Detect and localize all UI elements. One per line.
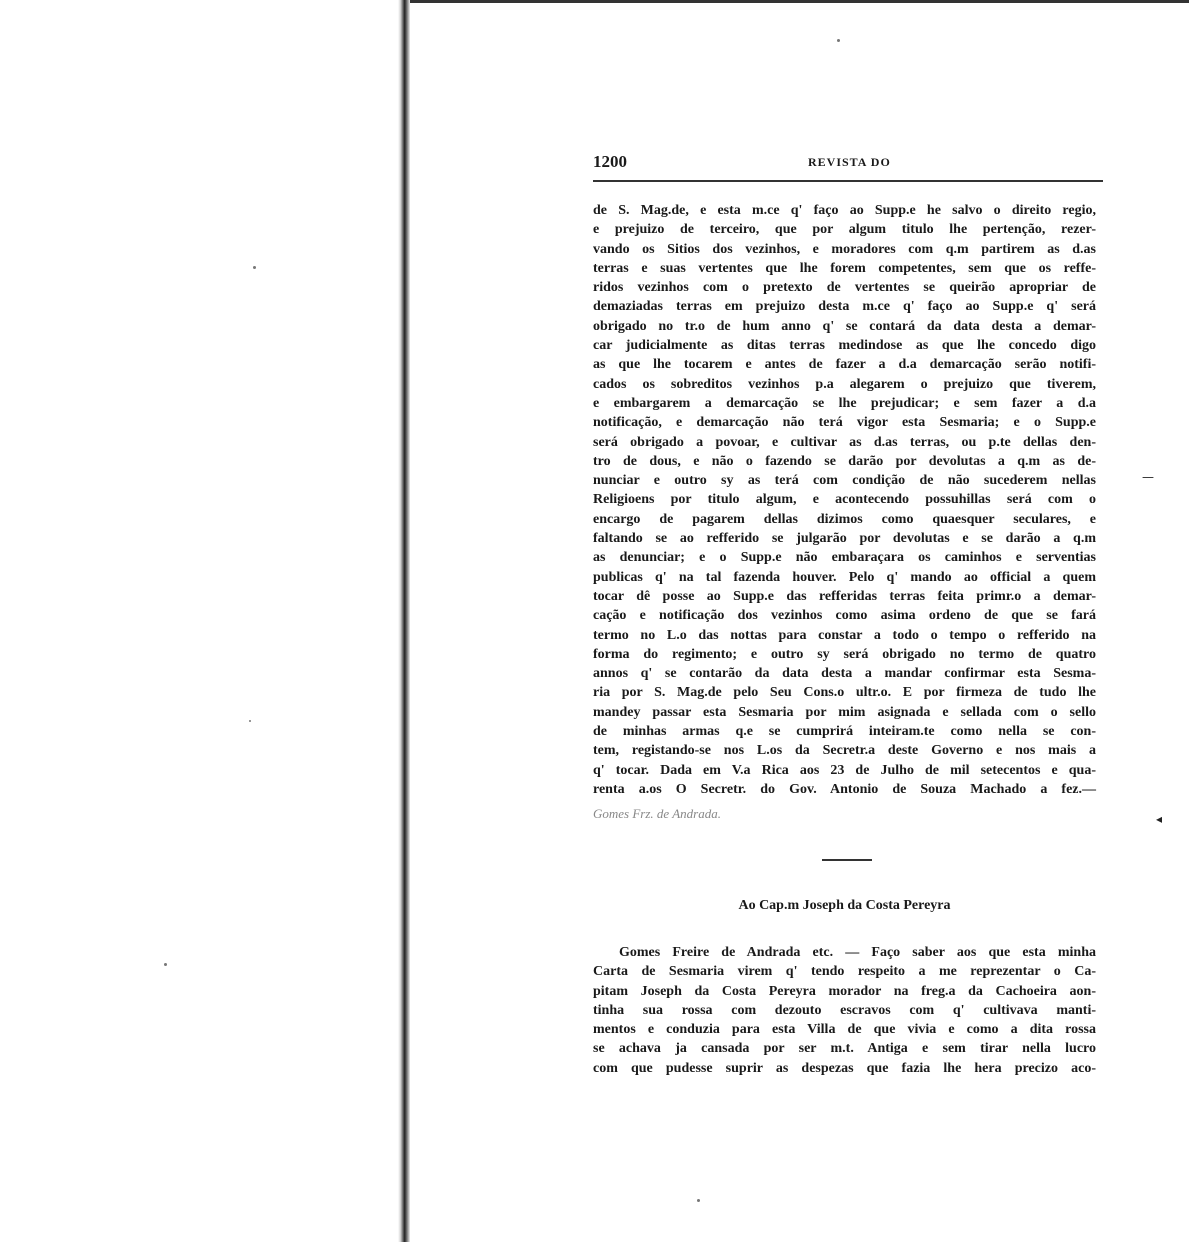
text-line: annos q' se contarão da data desta a mandar confirmar esta Sesma- — [593, 666, 1096, 682]
text-line: q' tocar. Dada em V.a Rica aos 23 de Julho de mil setecentos e qua- — [593, 762, 1096, 778]
text-line: ria por S. Mag.de pelo Seu Cons.o ultr.o. E por firmeza de tudo lhe — [593, 685, 1096, 701]
text-line: será obrigado a povoar, e cultivar as d.as terras, ou p.te dellas den- — [593, 434, 1096, 450]
scan-speck — [837, 39, 840, 42]
text-line: forma do regimento; e outro sy será obrigado no termo de quatro — [593, 646, 1096, 662]
text-line: terras e suas vertentes que lhe forem competentes, sem que os reffe- — [593, 260, 1096, 276]
text-line: Religioens por titulo algum, e acontecendo possuhillas será com o — [593, 492, 1096, 508]
text-line: e embargarem a demarcação se lhe prejudicar; e sem fazer a d.a — [593, 395, 1096, 411]
text-line: com que pudesse suprir as despezas que fazia lhe hera precizo aco- — [593, 1060, 1096, 1076]
text-line: as que lhe tocarem e antes de fazer a d.a demarcação serão notifi- — [593, 357, 1096, 373]
text-line: cação e notificação dos vezinhos como asima ordeno de que se fará — [593, 608, 1096, 624]
text-line: Gomes Freire de Andrada etc. — Faço saber aos que esta minha — [619, 945, 1096, 960]
text-line: publicas q' na tal fazenda houver. Pelo q' mando ao official a quem — [593, 569, 1096, 585]
text-line: e prejuizo de terceiro, que por algum titulo lhe pertenção, rezer- — [593, 222, 1096, 238]
text-line: tro de dous, e não o fazendo se darão por devolutas a q.m as de- — [593, 453, 1096, 469]
page-header — [593, 152, 1103, 176]
page-top-edge — [410, 0, 1189, 3]
text-line: Carta de Sesmaria virem q' tendo respeito a me reprezentar o Ca- — [593, 964, 1096, 980]
margin-mark: — — [1142, 470, 1154, 484]
text-line: tinha sua rossa com dezouto escravos com q' cultivava manti- — [593, 1002, 1096, 1018]
text-line: tocar dê posse ao Supp.e das refferidas terras feita primr.o a demar- — [593, 588, 1096, 604]
text-line: notificação, e demarcação não terá vigor esta Sesmaria; e o Supp.e — [593, 415, 1096, 431]
section-body — [593, 943, 1096, 1078]
section-title: Ao Cap.m Joseph da Costa Pereyra — [738, 898, 951, 913]
text-line: termo no L.o das nottas para constar a todo o tempo o refferido na — [593, 627, 1096, 643]
text-line: tem, registando-se nos L.os da Secretr.a deste Governo e nos mais a — [593, 743, 1096, 759]
text-line: mandey passar esta Sesmaria por mim asignada e sellada com o sello — [593, 704, 1096, 720]
text-line: nunciar e outro sy as terá com condição de não sucederem nellas — [593, 473, 1096, 489]
document-body — [593, 201, 1096, 799]
text-line: mentos e conduzia para esta Villa de que vivia e como a dita rossa — [593, 1022, 1096, 1038]
scan-speck — [164, 963, 167, 966]
book-binding-edge — [398, 0, 410, 1242]
text-line: se achava ja cansada por ser m.t. Antiga e sem tirar nella lucro — [593, 1041, 1096, 1057]
margin-mark: ◂ — [1156, 812, 1163, 826]
scan-speck — [249, 720, 251, 722]
text-line: pitam Joseph da Costa Pereyra morador na freg.a da Cachoeira aon- — [593, 983, 1096, 999]
text-line: demaziadas terras em prejuizo desta m.ce q' faço ao Supp.e q' será — [593, 299, 1096, 315]
text-line: obrigado no tr.o de hum anno q' se contará da data desta a demar- — [593, 318, 1096, 334]
page-number: 1200 — [593, 152, 627, 171]
text-line: cados os sobreditos vezinhos p.a alegarem o prejuizo que tiverem, — [593, 376, 1096, 392]
text-line: de minhas armas q.e se cumprirá inteiram.te como nella se con- — [593, 724, 1096, 740]
text-line: faltando se ao refferido se julgarão por devolutas e se darão a q.m — [593, 531, 1096, 547]
text-line: as denunciar; e o Supp.e não embaraçara os caminhos e serventias — [593, 550, 1096, 566]
signature: Gomes Frz. de Andrada. — [593, 806, 721, 821]
header-rule — [593, 180, 1103, 182]
facing-page-blank — [0, 0, 398, 1242]
scan-speck — [697, 1199, 700, 1202]
text-line: ridos vezinhos com o pretexto de vertentes se queirão apropriar de — [593, 280, 1096, 296]
scan-speck — [253, 266, 256, 269]
text-line: vando os Sitios dos vezinhos, e moradores com q.m partirem as d.as — [593, 241, 1096, 257]
text-line: encargo de pagarem dellas dizimos como quaesquer seculares, e — [593, 511, 1096, 527]
text-line: car judicialmente as ditas terras medindose as que lhe concedo digo — [593, 338, 1096, 354]
text-line: de S. Mag.de, e esta m.ce q' faço ao Supp.e he salvo o direito regio, — [593, 203, 1096, 218]
running-title: REVISTA DO — [808, 155, 891, 169]
text-line: renta a.os O Secretr. do Gov. Antonio de Souza Machado a fez.— — [593, 781, 1096, 797]
section-separator — [822, 859, 872, 861]
